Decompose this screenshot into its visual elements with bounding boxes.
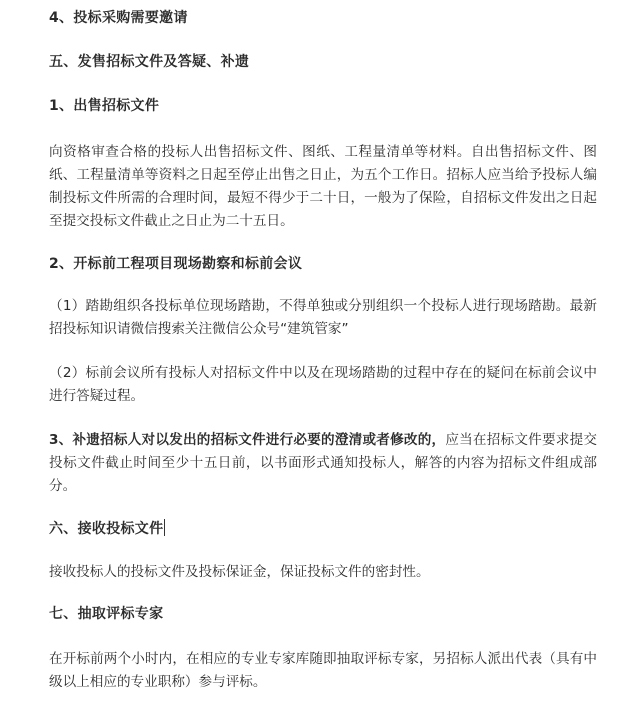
heading-section-6 [49, 519, 165, 539]
heading-invitation: 4、投标采购需要邀请 [49, 10, 188, 26]
heading-section-6-text: 六、接收投标文件 [49, 521, 164, 537]
text-cursor [164, 519, 165, 536]
heading-sell-documents: 1、出售招标文件 [49, 98, 160, 114]
paragraph-sell-documents: 向资格审查合格的投标人出售招标文件、图纸、工程量清单等材料。自出售招标文件、图纸、工程量清单等资料之日起至停止出售之日止，为五个工作日。招标人应当给予投标人编制投标文件所需的合理时间，最短不得少于二十日，一般为了保险，自招标文件发出之日起至提交投标文件截止之日止为二十五日。 [49, 144, 597, 229]
supplement-text: 应当在招标文件要求提交投标文件截止时间至少十五日前，以书面形式通知投标人，解答的内容为招标文件组成部分。 [49, 432, 597, 494]
paragraph-pre-bid-meeting: （2）标前会议所有投标人对招标文件中以及在现场踏勘的过程中存在的疑问在标前会议中进行答疑过程。 [49, 365, 597, 404]
paragraph-site-survey: （1）踏勘组织各投标单位现场踏勘，不得单独或分别组织一个投标人进行现场踏勘。最新招投标知识请微信搜索关注微信公众号“建筑管家” [49, 298, 597, 337]
paragraph-experts: 在开标前两个小时内，在相应的专业专家库随即抽取评标专家，另招标人派出代表（具有中级以上相应的专业职称）参与评标。 [49, 651, 597, 690]
heading-site-survey: 2、开标前工程项目现场勘察和标前会议 [49, 256, 303, 272]
paragraph-receive-bids: 接收投标人的投标文件及投标保证金，保证投标文件的密封性。 [49, 564, 430, 580]
supplement-bold-text: 3、补遗招标人对以发出的招标文件进行必要的澄清或者修改的， [49, 432, 446, 448]
heading-section-7: 七、抽取评标专家 [49, 606, 164, 622]
heading-section-5: 五、发售招标文件及答疑、补遗 [49, 54, 250, 70]
paragraph-supplement [49, 429, 597, 498]
